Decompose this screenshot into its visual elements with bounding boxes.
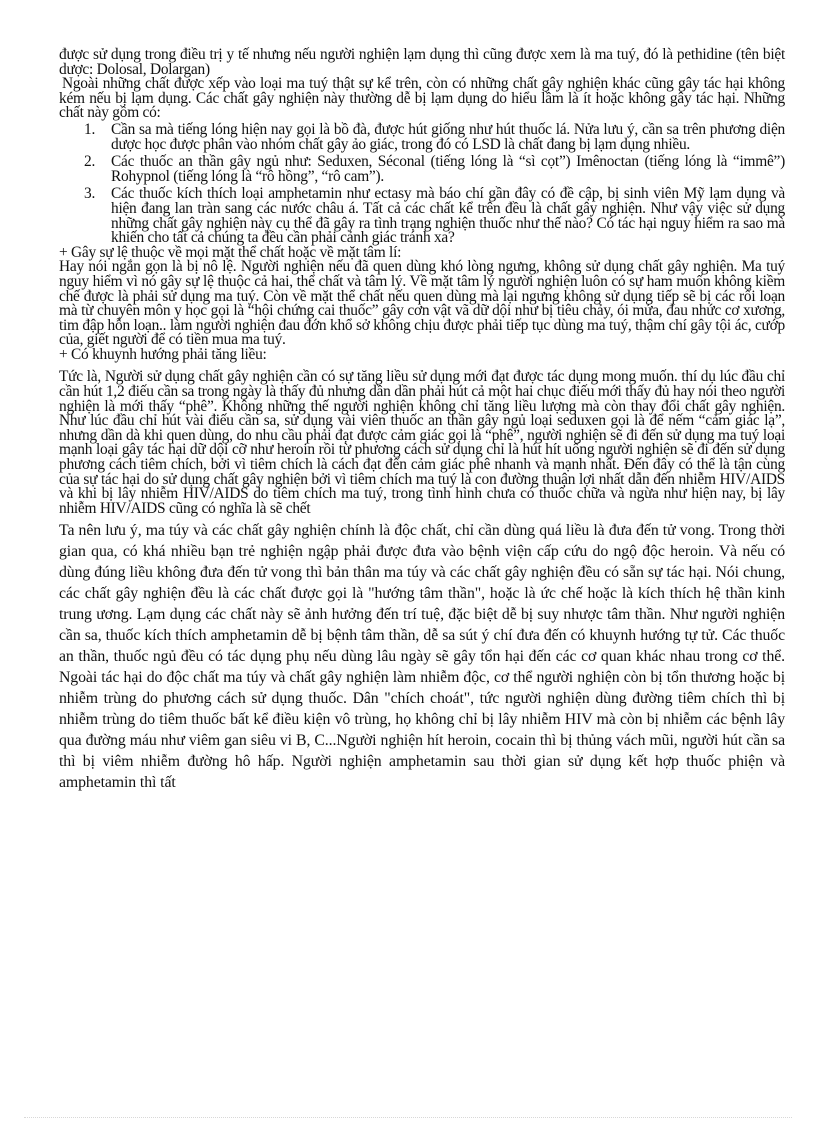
list-item <box>84 120 785 153</box>
list-item-number: 2. <box>84 153 96 171</box>
normal-section <box>59 520 785 793</box>
other-substances-paragraph: Ngoài những chất được xếp vào loại ma tuý thật sự kể trên, còn có những chất gây nghiện khác cũng gây tác hại không kém nếu bị lạm dụng. Các chất gây nghiện này thường dễ bị lạm dụng do hiểu lầm là ít hoặc không gây tác hại. Những chất này gồm có: <box>59 75 785 122</box>
list-item-text: Các thuốc kích thích loại amphetamin như ectasy mà báo chí gần đây có đề cập, bị sinh viên Mỹ lạm dụng và hiện đang lan tràn sang các nước châu á. Tất cả các chất kể trên đều là chất gây nghiện. Như vậy việc sử dụng những chất gây nghiện này cụ thể đã gây ra tình trạng nghiện thuốc như thế nào? Có tác hại nguy hiểm ra sao mà khiến cho tất cả chúng ta đều cần phải cảnh giác tránh xa? <box>111 185 785 247</box>
list-item <box>84 185 785 247</box>
document-page <box>59 48 785 793</box>
tolerance-heading: + Có khuynh hướng phải tăng liều: <box>59 345 267 363</box>
intro-paragraph: được sử dụng trong điều trị y tế nhưng nếu người nghiện lạm dụng thì cũng được xem là ma tuý, đó là pethidine (tên biệt dược: Dolosal, Dolargan) <box>59 46 785 78</box>
substance-list <box>59 120 785 247</box>
list-item-number: 1. <box>84 120 96 138</box>
list-item-number: 3. <box>84 185 96 203</box>
page-bottom-border <box>24 1117 792 1118</box>
list-item-text: Cần sa mà tiếng lóng hiện nay gọi là bồ đà, được hút giống như hút thuốc lá. Nửa lưu ý, cần sa trên phương diện dược học được phân vào nhóm chất gây ảo giác, trong đó có LSD là chất đang bị lạm dụng nhiều. <box>111 120 785 153</box>
condensed-section <box>59 48 785 516</box>
list-item-text: Các thuốc an thần gây ngủ như: Seduxen, Séconal (tiếng lóng là “sì cọt”) Imênoctan (tiếng lóng là “immê”) Rohypnol (tiếng lóng là “rô hồng”, “rô cam”). <box>111 153 785 185</box>
list-item <box>84 153 785 185</box>
dependence-heading: + Gây sự lệ thuộc về mọi mặt thể chất hoặc về mặt tâm lí: <box>59 243 402 261</box>
tolerance-paragraph: Tức là, Người sử dụng chất gây nghiện cần có sự tăng liều sử dụng mới đạt được tác dụng mong muốn. thí dụ lúc đầu chỉ cần hút 1,2 điếu cần sa trong ngày là thấy đủ nhưng dần dần phải hút cả một hai chục điếu mới thấy đủ hay nói theo người nghiện là mới thấy “phê”. Không những thế người nghiện không chỉ tăng liều lượng mà còn thay đổi chất gây nghiện. Như lúc đầu chỉ hút vài điếu cần sa, sử dụng vài viên thuốc an thần gây ngủ loại seduxen gọi là để nếm “cảm giác lạ”, nhưng dần dà khi quen dùng, do nhu cầu phải đạt được cảm giác gọi là “phê”, người nghiện sẽ đi đến sử dụng ma tuý loại mạnh loại gây tác hại dữ dội cỡ như heroin rồi từ phương cách sử dụng chỉ là hút hít uống người nghiện sẽ đi đến sử dụng phương cách tiêm chích, bởi vì tiêm chích là cách đạt đến cảm giác phê nhanh và mạnh nhất. Đến đây có thể là tận cùng của sự tác hại do sử dụng chất gây nghiện bởi vì tiêm chích ma tuý là con đường thuận lợi nhất dẫn đến nhiễm HIV/AIDS và khi bị lây nhiễm HIV/AIDS do tiêm chích ma tuý, trong tình hình chưa có thuốc chữa và ngừa như hiện nay, bị lây nhiễm HIV/AIDS cũng có nghĩa là sẽ chết <box>59 368 785 517</box>
toxicity-paragraph: Ta nên lưu ý, ma túy và các chất gây nghiện chính là độc chất, chỉ cần dùng quá liều là đưa đến tử vong. Trong thời gian qua, có khá nhiều bạn trẻ nghiện ngập phải được đưa vào bệnh viện cấp cứu do ngộ độc heroin. Và nếu có dùng đúng liều không đưa đến tử vong thì bản thân ma túy và các chất gây nghiện đều có sẵn sự tác hại. Nói chung, các chất gây nghiện đều là các chất được gọi là "hướng tâm thần", hoặc là ức chế hoặc là kích thích hệ thần kinh trung ương. Lạm dụng các chất này sẽ ảnh hưởng đến trí tuệ, đặc biệt dễ bị suy nhược tâm thần. Như người nghiện cần sa, thuốc kích thích amphetamin dễ bị bệnh tâm thần, dễ sa sút ý chí đưa đến có khuynh hướng tự tử. Các thuốc an thần, thuốc ngủ đều có tác dụng phụ nếu dùng lâu ngày sẽ gây tổn hại đến các cơ quan khác nhau trong cơ thể. Ngoài tác hại do độc chất ma túy và chất gây nghiện làm nhiễm độc, cơ thể người nghiện còn bị tổn thương hoặc bị nhiễm trùng do phương cách sử dụng thuốc. Dân "chích choát", tức người nghiện dùng đường tiêm chích thì bị nhiễm trùng do tiêm thuốc bất kể điều kiện vô trùng, họ không chỉ bị lây nhiễm HIV mà còn bị nhiễm các bệnh lây qua đường máu như viêm gan siêu vi B, C...Người nghiện hít heroin, cocain thì bị thủng vách mũi, người hút cần sa thì bị viêm nhiễm đường hô hấp. Người nghiện amphetamin sau thời gian sử dụng kết hợp thuốc phiện và amphetamin thì tất <box>59 522 785 792</box>
dependence-paragraph: Hay nói ngắn gọn là bị nô lệ. Người nghiện nếu đã quen dùng khó lòng ngưng, không sử dụng chất gây nghiện. Ma tuý nguy hiểm vì nó gây sự lệ thuộc cả hai, thể chất và tâm lý. Về mặt tâm lý người nghiện luôn có sự ham muốn không kiềm chế được là phải sử dụng ma tuý. Còn về mặt thể chất nếu quen dùng mà lại ngưng không sử dụng tiếp sẽ bị các rối loạn mà từ chuyên môn y học gọi là “hội chứng cai thuốc” gây cơn vật vã dữ dội như bị tiêu chảy, ói mửa, đau nhức cơ xương, tim đập hỗn loạn.. làm người nghiện đau đớn khổ sở không chịu được phải tiếp tục dùng ma tuý, thậm chí gây tội ác, cướp của, giết người để có tiền mua ma tuý. <box>59 258 785 349</box>
